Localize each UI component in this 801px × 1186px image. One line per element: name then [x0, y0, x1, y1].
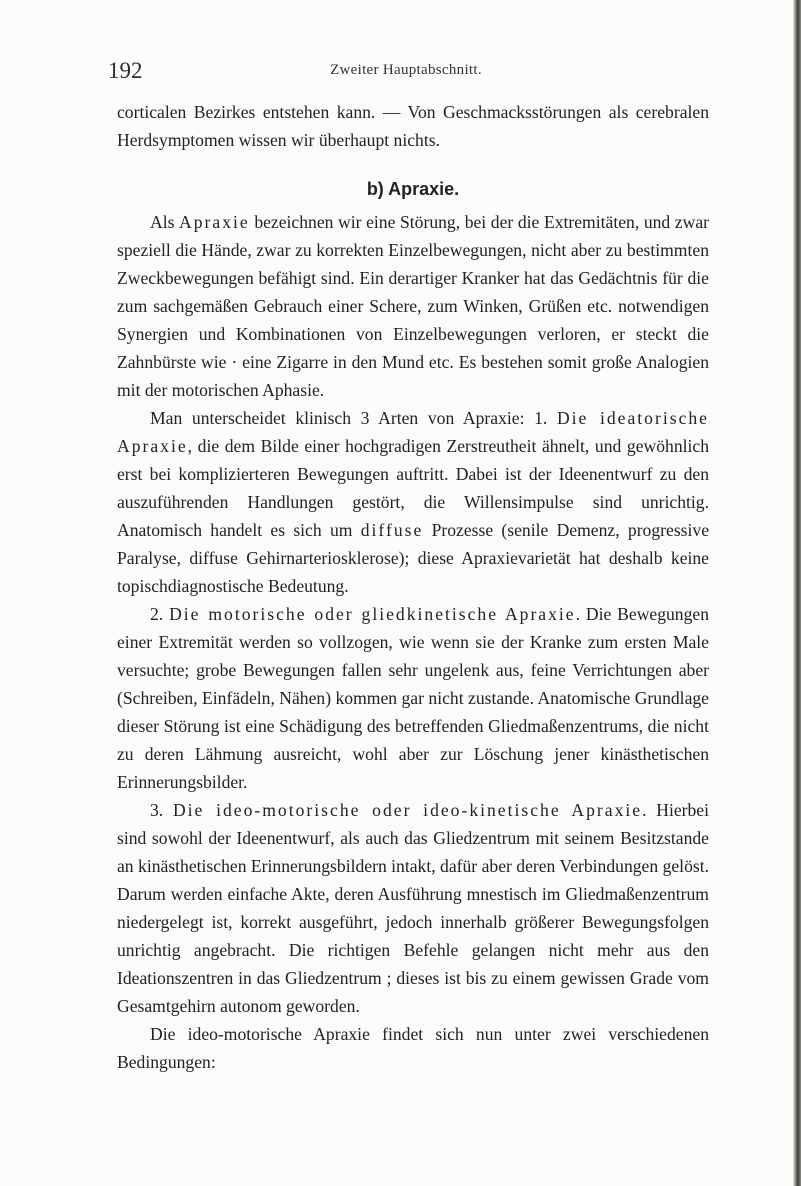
paragraph-4-prefix: 2.: [150, 604, 170, 624]
term-ideo-motorische-apraxie: Die ideo-motorische oder ideo-kinetische Apraxie: [172, 800, 643, 820]
paragraph-2-text: bezeichnen wir eine Störung, bei der die Extremitäten, und zwar speziell die Hände, zwar zu korrekten Einzelbewegungen, nicht aber zu bestimmten Zweckbewegungen befähigt sind. Ein derartiger Kranker hat das Gedächtnis für die zum sachgemäßen Gebrauch einer Schere, zum Winken, Grüßen etc. notwendigen Synergien und Kombinationen von Einzelbewegungen verloren, er steckt die Zahnbürste wie · eine Zigarre in den Mund etc. Es bestehen somit große Analogien mit der motorischen Aphasie.: [117, 212, 709, 400]
page-body: [117, 98, 709, 1076]
paragraph-6: Die ideo-motorische Apraxie findet sich nun unter zwei verschiedenen Bedingungen:: [117, 1024, 709, 1072]
paragraph-5: [117, 796, 709, 1020]
paragraph-3: [117, 404, 709, 600]
page-edge-shadow: [793, 0, 801, 1186]
paragraph-4: [117, 600, 709, 796]
paragraph-2: [117, 208, 709, 404]
term-motorische-apraxie: Die motorische oder gliedkinetische Apraxie: [169, 604, 576, 624]
running-head: Zweiter Hauptabschnitt.: [330, 62, 482, 78]
paragraph-5-text: . Hierbei sind sowohl der Ideenentwurf, als auch das Gliedzentrum mit seinem Besitzstande an kinästhetischen Erinnerungsbildern intakt, dafür aber deren Verbindungen gelöst. Darum werden einfache Akte, deren Ausführung mnestisch im Gliedmaßenzentrum niedergelegt ist, korrekt ausgeführt, jedoch innerhalb größerer Bewegungsfolgen unrichtig angebracht. Die richtigen Befehle gelangen nicht mehr aus den Ideationszentren in das Gliedzentrum ; dieses ist bis zu einem gewissen Grade vom Gesamtgehirn autonom geworden.: [117, 800, 709, 1016]
paragraph-2-prefix: Als: [150, 212, 180, 232]
paragraph-4-text: . Die Bewegungen einer Extremität werden so vollzogen, wie wenn sie der Kranke zum ersten Male versuchte; grobe Bewegungen fallen sehr ungelenk aus, feine Verrichtungen aber (Schreiben, Einfädeln, Nähen) kommen gar nicht zustande. Anatomische Grundlage dieser Störung ist eine Schädigung des betreffenden Gliedmaßenzentrums, die nicht zu deren Lähmung ausreicht, wohl aber zur Löschung jener kinästhetischen Erinnerungsbilder.: [117, 604, 710, 792]
term-ideatorische-apraxie: Die ideatorische Apraxie: [117, 408, 709, 456]
paragraph-5-prefix: 3.: [150, 800, 173, 820]
paragraph-3-prefix: Man unterscheidet klinisch 3 Arten von Apraxie: 1.: [150, 408, 557, 428]
page-number: 192: [108, 58, 143, 83]
paragraph-3-middle: , die dem Bilde einer hochgradigen Zerstreutheit ähnelt, und gewöhnlich erst bei komplizierteren Bewegungen auftritt. Dabei ist der Ideenentwurf zu den auszuführenden Handlungen gestört, die Willensimpulse sind unrichtig. Anatomisch handelt es sich um: [117, 436, 709, 540]
section-heading: b) Apraxie.: [366, 179, 460, 199]
paragraph-1: corticalen Bezirkes entstehen kann. — Von Geschmacksstörungen als cerebralen Herdsymptomen wissen wir überhaupt nichts.: [117, 102, 709, 150]
paragraph-3-text: Prozesse (senile Demenz, progressive Paralyse, diffuse Gehirnarteriosklerose); diese Apraxievarietät hat deshalb keine topischdiagnostische Bedeutung.: [117, 520, 710, 596]
term-apraxie: Apraxie: [179, 212, 250, 232]
page-header: [108, 58, 704, 86]
term-diffuse: diffuse: [360, 520, 424, 540]
